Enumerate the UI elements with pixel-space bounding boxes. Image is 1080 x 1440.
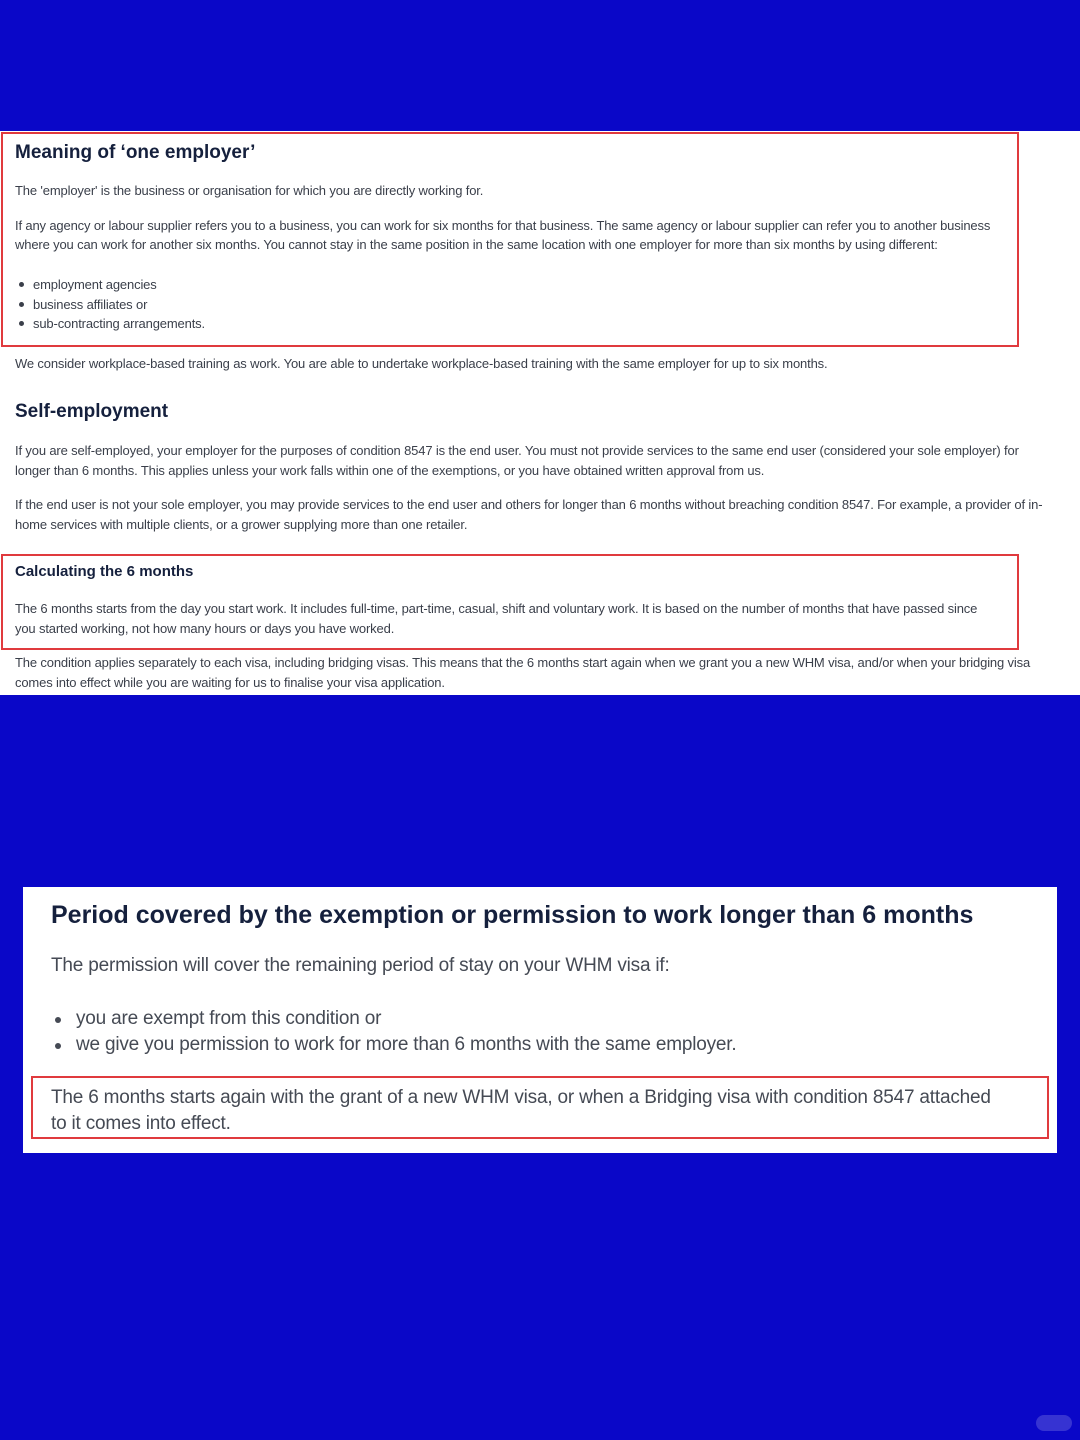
agency-paragraph-line2: where you can work for another six months. You cannot stay in the same position in the same location with one employer for more than six months by using different: (15, 237, 938, 252)
heading-period-covered: Period covered by the exemption or permission to work longer than 6 months (51, 901, 974, 929)
one-employer-definition: The 'employer' is the business or organisation for which you are directly working for. (15, 183, 484, 198)
bullet-text: employment agencies (33, 277, 157, 292)
bullet-text: sub-contracting arrangements. (33, 316, 205, 331)
agency-paragraph-line1: If any agency or labour supplier refers you to a business, you can work for six months for that business. The same agency or labour supplier can refer you to another business (15, 218, 991, 233)
watermark-badge (1036, 1415, 1072, 1431)
highlight-box-restart (31, 1076, 1049, 1139)
highlight-box-one-employer (1, 132, 1019, 347)
calculating-paragraph-line1: The 6 months starts from the day you start work. It includes full-time, part-time, casual, shift and voluntary work. It is based on the number of months that have passed since (15, 601, 978, 616)
bullet-text: business affiliates or (33, 297, 148, 312)
calculating-paragraph-line2: you started working, not how many hours or days you have worked. (15, 621, 395, 636)
bullet-dot-icon (55, 1017, 61, 1023)
heading-one-employer: Meaning of ‘one employer’ (15, 142, 256, 163)
bullet-exempt (76, 1006, 381, 1032)
self-employment-paragraph-1: If you are self-employed, your employer for the purposes of condition 8547 is the end user. You must not provide services to the same end user (considered your sole employer) for longer than 6 months. This applies unless your work falls within one of the exemptions, or you have obtained written approval from us. (15, 443, 1019, 478)
bullet-permission (76, 1032, 736, 1058)
condition-applies-paragraph: The condition applies separately to each visa, including bridging visas. This means that the 6 months start again when we grant you a new WHM visa, and/or when your bridging visa comes into effect while you are waiting for us to finalise your visa application. (15, 655, 1031, 690)
bullet-text: you are exempt from this condition or (76, 1008, 382, 1029)
bullet-dot-icon (55, 1043, 61, 1049)
heading-self-employment: Self-employment (15, 401, 169, 422)
self-employment-paragraph-2: If the end user is not your sole employer, you may provide services to the end user and others for longer than 6 months without breaching condition 8547. For example, a provider of in-home services with multiple clients, or a grower supplying more than one retailer. (15, 497, 1043, 532)
bullet-text: we give you permission to work for more than 6 months with the same employer. (76, 1034, 737, 1055)
heading-calculating-6-months: Calculating the 6 months (15, 563, 194, 580)
training-paragraph: We consider workplace-based training as work. You are able to undertake workplace-based training with the same employer for up to six months. (15, 356, 828, 371)
highlight-box-calculating (1, 554, 1019, 650)
permission-intro: The permission will cover the remaining period of stay on your WHM visa if: (51, 955, 670, 976)
six-months-restart-paragraph: The 6 months starts again with the grant of a new WHM visa, or when a Bridging visa with condition 8547 attached to it comes into effect. (51, 1087, 991, 1134)
